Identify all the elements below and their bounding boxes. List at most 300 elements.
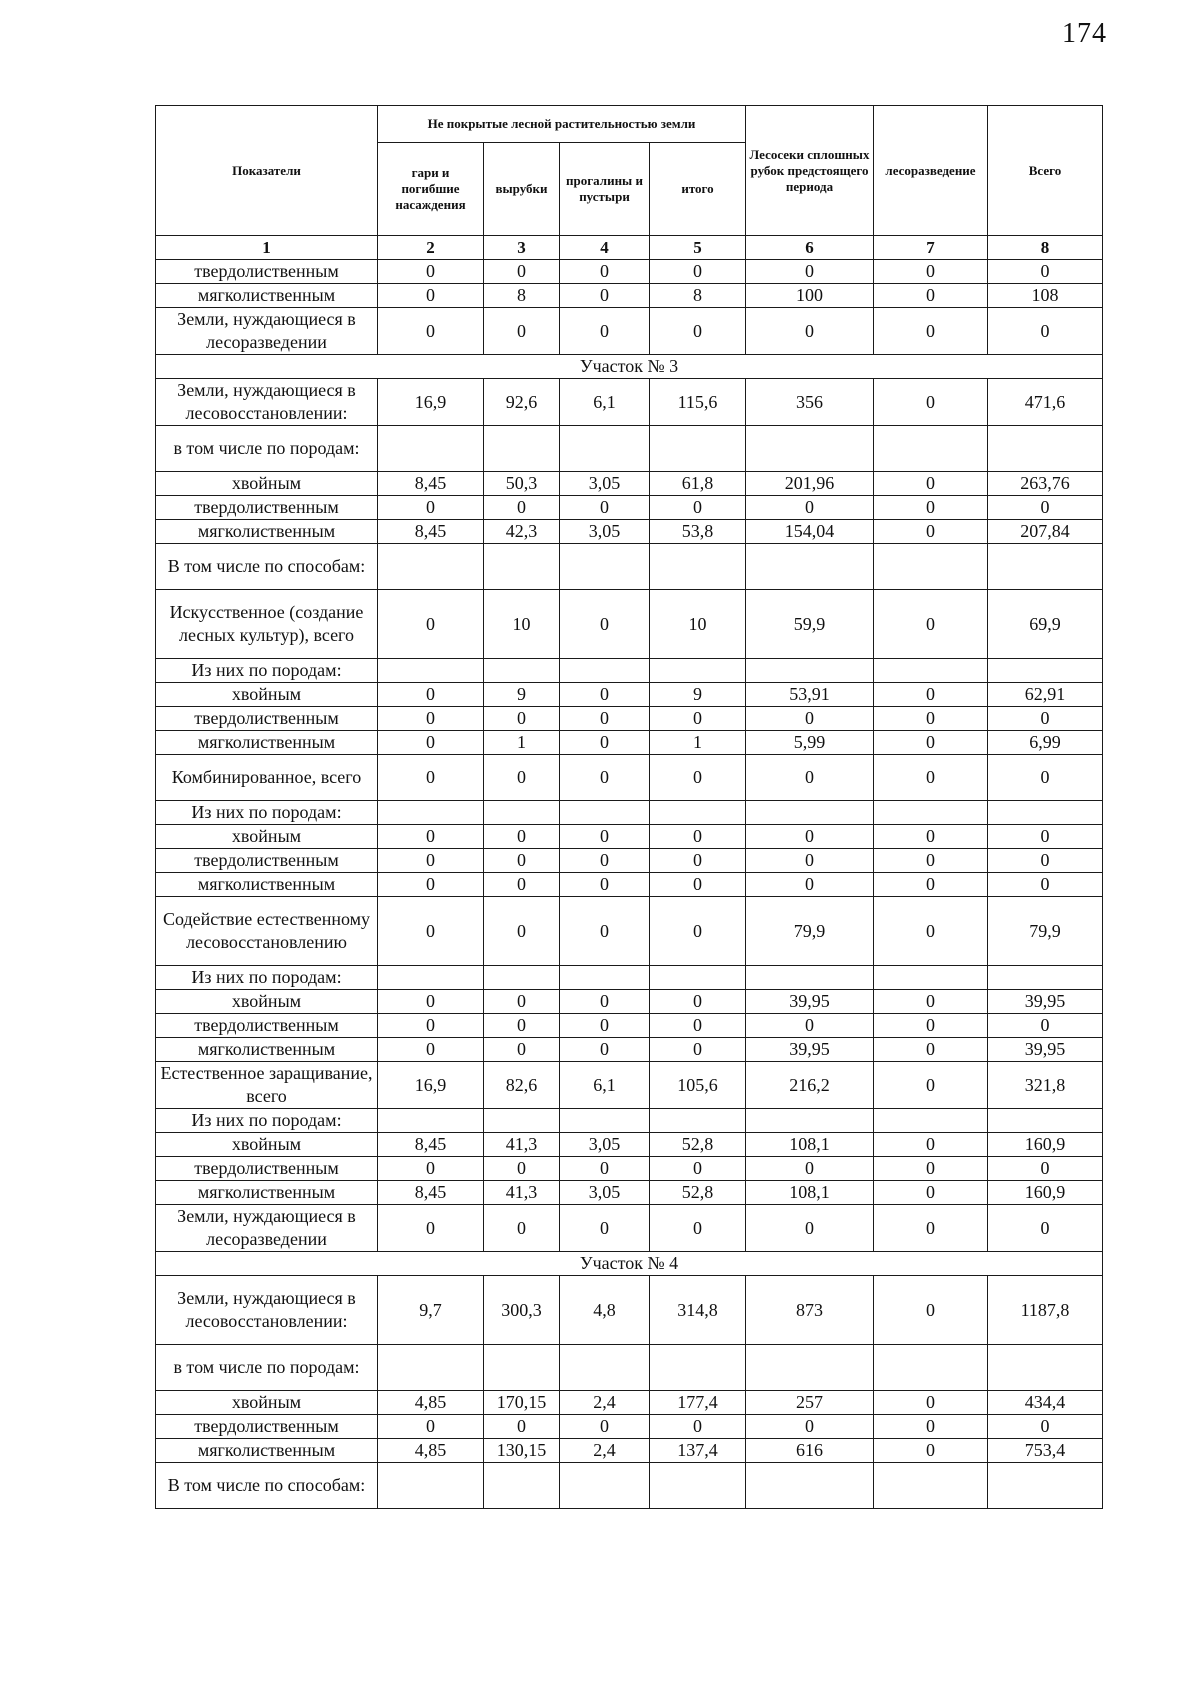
row-label: твердолиственным <box>156 1014 378 1038</box>
table-cell: 62,91 <box>988 683 1103 707</box>
table-cell: 10 <box>650 590 746 659</box>
table-cell: 1187,8 <box>988 1276 1103 1345</box>
table-cell <box>988 1345 1103 1391</box>
table-cell <box>560 801 650 825</box>
table-row <box>156 707 1103 731</box>
row-label: Из них по породам: <box>156 801 378 825</box>
table-cell: 69,9 <box>988 590 1103 659</box>
table-cell <box>874 659 988 683</box>
table-cell <box>650 426 746 472</box>
table-cell: 201,96 <box>746 472 874 496</box>
table-cell: 0 <box>378 897 484 966</box>
table-cell <box>484 426 560 472</box>
table-cell: 0 <box>874 990 988 1014</box>
table-cell: 0 <box>560 1014 650 1038</box>
table-row <box>156 544 1103 590</box>
table-cell: 0 <box>988 825 1103 849</box>
row-label: твердолиственным <box>156 1415 378 1439</box>
table-cell: 130,15 <box>484 1439 560 1463</box>
table-cell <box>650 544 746 590</box>
table-cell: 41,3 <box>484 1133 560 1157</box>
row-label: мягколиственным <box>156 520 378 544</box>
table-cell: 0 <box>874 755 988 801</box>
header-itogo: итого <box>650 143 746 236</box>
table-cell <box>560 544 650 590</box>
column-number: 1 <box>156 236 378 260</box>
row-label: в том числе по породам: <box>156 426 378 472</box>
table-cell: 0 <box>650 1157 746 1181</box>
table-cell: 0 <box>874 1181 988 1205</box>
table-cell: 10 <box>484 590 560 659</box>
table-cell: 0 <box>874 379 988 426</box>
table-cell: 216,2 <box>746 1062 874 1109</box>
table-cell: 0 <box>874 1391 988 1415</box>
table-cell <box>378 544 484 590</box>
table-cell: 52,8 <box>650 1133 746 1157</box>
table-cell: 0 <box>650 897 746 966</box>
table-cell: 0 <box>560 496 650 520</box>
table-cell: 1 <box>484 731 560 755</box>
table-cell: 0 <box>988 1014 1103 1038</box>
table-cell: 0 <box>378 496 484 520</box>
table-cell: 0 <box>378 590 484 659</box>
section-row <box>156 355 1103 379</box>
table-row <box>156 1038 1103 1062</box>
table-cell: 0 <box>378 755 484 801</box>
table-row <box>156 990 1103 1014</box>
table-cell: 0 <box>378 1038 484 1062</box>
table-cell: 0 <box>874 1276 988 1345</box>
row-label: мягколиственным <box>156 731 378 755</box>
table-cell: 6,99 <box>988 731 1103 755</box>
table-cell: 50,3 <box>484 472 560 496</box>
table-cell: 0 <box>484 849 560 873</box>
table-cell <box>378 426 484 472</box>
table-row <box>156 873 1103 897</box>
table-cell: 108 <box>988 284 1103 308</box>
table-cell: 0 <box>650 990 746 1014</box>
table-cell <box>650 1109 746 1133</box>
table-cell: 0 <box>484 496 560 520</box>
table-cell <box>874 966 988 990</box>
header-lesoseki: Лесосеки сплошных рубок предстоящего периода <box>746 106 874 236</box>
table-cell <box>650 1463 746 1509</box>
table-cell: 0 <box>746 849 874 873</box>
row-label: хвойным <box>156 683 378 707</box>
table-cell: 0 <box>874 1133 988 1157</box>
row-label: Земли, нуждающиеся в лесоразведении <box>156 308 378 355</box>
row-label: В том числе по способам: <box>156 1463 378 1509</box>
table-cell <box>746 659 874 683</box>
column-number: 2 <box>378 236 484 260</box>
row-label: Земли, нуждающиеся в лесовосстановлении: <box>156 1276 378 1345</box>
header-vyrubki: вырубки <box>484 143 560 236</box>
table-cell <box>650 659 746 683</box>
table-row <box>156 472 1103 496</box>
table-cell: 0 <box>378 990 484 1014</box>
table-body <box>156 260 1103 1509</box>
table-cell <box>484 1463 560 1509</box>
row-label: хвойным <box>156 825 378 849</box>
table-cell: 0 <box>650 1415 746 1439</box>
table-cell: 0 <box>988 849 1103 873</box>
table-cell: 39,95 <box>746 1038 874 1062</box>
table-row <box>156 1014 1103 1038</box>
table-cell: 4,8 <box>560 1276 650 1345</box>
table-cell: 177,4 <box>650 1391 746 1415</box>
table-cell: 137,4 <box>650 1439 746 1463</box>
table-row <box>156 379 1103 426</box>
table-cell: 53,91 <box>746 683 874 707</box>
table-cell: 0 <box>560 1415 650 1439</box>
table-row <box>156 496 1103 520</box>
table-row <box>156 1439 1103 1463</box>
table-row <box>156 966 1103 990</box>
table-cell: 3,05 <box>560 1133 650 1157</box>
table-cell: 0 <box>874 1062 988 1109</box>
table-cell: 0 <box>650 1038 746 1062</box>
table-cell <box>650 966 746 990</box>
row-label: в том числе по породам: <box>156 1345 378 1391</box>
table-cell: 0 <box>560 1157 650 1181</box>
row-label: Искусственное (создание лесных культур), всего <box>156 590 378 659</box>
table-cell: 0 <box>874 284 988 308</box>
table-cell <box>874 426 988 472</box>
table-row <box>156 1109 1103 1133</box>
table-row <box>156 731 1103 755</box>
table-cell: 8 <box>650 284 746 308</box>
table-cell: 0 <box>874 308 988 355</box>
table-header <box>156 106 1103 260</box>
table-cell: 160,9 <box>988 1181 1103 1205</box>
column-number: 8 <box>988 236 1103 260</box>
table-cell: 39,95 <box>988 990 1103 1014</box>
table-cell: 8,45 <box>378 520 484 544</box>
table-cell: 0 <box>874 731 988 755</box>
table-row <box>156 849 1103 873</box>
table-cell: 0 <box>560 260 650 284</box>
table-cell: 0 <box>378 1157 484 1181</box>
table-cell: 0 <box>988 1415 1103 1439</box>
table-cell: 263,76 <box>988 472 1103 496</box>
table-cell: 82,6 <box>484 1062 560 1109</box>
table-cell: 0 <box>746 308 874 355</box>
table-cell: 92,6 <box>484 379 560 426</box>
row-label: хвойным <box>156 1133 378 1157</box>
table-cell: 0 <box>484 825 560 849</box>
table-cell <box>874 544 988 590</box>
table-cell: 53,8 <box>650 520 746 544</box>
table-cell: 3,05 <box>560 1181 650 1205</box>
table-cell: 0 <box>560 1205 650 1252</box>
table-cell: 0 <box>560 590 650 659</box>
table-cell: 0 <box>484 260 560 284</box>
table-cell <box>560 966 650 990</box>
table-cell: 0 <box>746 825 874 849</box>
table-cell: 0 <box>874 707 988 731</box>
table-cell: 0 <box>560 284 650 308</box>
table-cell: 0 <box>874 897 988 966</box>
row-label: Естественное заращивание, всего <box>156 1062 378 1109</box>
table-cell <box>378 1463 484 1509</box>
table-cell: 0 <box>378 707 484 731</box>
table-cell: 0 <box>650 873 746 897</box>
table-cell: 0 <box>874 1439 988 1463</box>
table-cell <box>484 1345 560 1391</box>
table-cell: 0 <box>378 308 484 355</box>
column-number: 3 <box>484 236 560 260</box>
table-cell: 0 <box>874 260 988 284</box>
row-label: Комбинированное, всего <box>156 755 378 801</box>
table-cell: 753,4 <box>988 1439 1103 1463</box>
table-cell <box>650 1345 746 1391</box>
table-row <box>156 1062 1103 1109</box>
table-cell: 16,9 <box>378 379 484 426</box>
table-cell: 0 <box>560 707 650 731</box>
table-cell: 0 <box>484 1415 560 1439</box>
row-label: Содействие естественному лесовосстановлению <box>156 897 378 966</box>
table-cell <box>746 544 874 590</box>
row-label: Земли, нуждающиеся в лесоразведении <box>156 1205 378 1252</box>
table-cell: 0 <box>988 308 1103 355</box>
row-label: В том числе по способам: <box>156 544 378 590</box>
table-cell: 3,05 <box>560 520 650 544</box>
table-cell: 0 <box>560 897 650 966</box>
table-cell: 0 <box>650 825 746 849</box>
section-title: Участок № 3 <box>156 355 1103 379</box>
table-cell: 0 <box>484 1157 560 1181</box>
table-cell: 0 <box>988 496 1103 520</box>
table-cell: 873 <box>746 1276 874 1345</box>
row-label: мягколиственным <box>156 284 378 308</box>
table-cell: 8,45 <box>378 1181 484 1205</box>
table-cell: 3,05 <box>560 472 650 496</box>
column-number: 4 <box>560 236 650 260</box>
table-row <box>156 683 1103 707</box>
table-row <box>156 1181 1103 1205</box>
table-row <box>156 755 1103 801</box>
table-cell: 0 <box>378 873 484 897</box>
table-cell <box>874 1109 988 1133</box>
table-cell <box>988 426 1103 472</box>
section-row <box>156 1252 1103 1276</box>
table-cell: 59,9 <box>746 590 874 659</box>
table-cell: 0 <box>484 897 560 966</box>
table-cell: 314,8 <box>650 1276 746 1345</box>
row-label: Из них по породам: <box>156 1109 378 1133</box>
table-cell: 0 <box>874 1014 988 1038</box>
row-label: мягколиственным <box>156 873 378 897</box>
table-cell: 41,3 <box>484 1181 560 1205</box>
table-cell: 0 <box>746 496 874 520</box>
table-cell: 0 <box>378 825 484 849</box>
table-cell: 0 <box>988 755 1103 801</box>
table-cell: 4,85 <box>378 1439 484 1463</box>
row-label: мягколиственным <box>156 1038 378 1062</box>
row-label: хвойным <box>156 990 378 1014</box>
header-pokazateli: Показатели <box>156 106 378 236</box>
table-row <box>156 260 1103 284</box>
table-cell: 154,04 <box>746 520 874 544</box>
row-label: Из них по породам: <box>156 966 378 990</box>
table-cell <box>988 659 1103 683</box>
table-cell <box>560 1463 650 1509</box>
table-cell: 108,1 <box>746 1181 874 1205</box>
table-cell: 0 <box>746 260 874 284</box>
row-label: твердолиственным <box>156 1157 378 1181</box>
table-row <box>156 426 1103 472</box>
table-cell: 0 <box>874 1157 988 1181</box>
table-cell: 0 <box>484 707 560 731</box>
row-label: мягколиственным <box>156 1181 378 1205</box>
table-cell: 0 <box>484 1038 560 1062</box>
table-cell: 0 <box>746 873 874 897</box>
table-row <box>156 1276 1103 1345</box>
table-row <box>156 590 1103 659</box>
table-cell <box>988 1109 1103 1133</box>
table-cell: 100 <box>746 284 874 308</box>
header-lesorazvedenie: лесоразведение <box>874 106 988 236</box>
table-cell: 0 <box>560 849 650 873</box>
table-cell <box>746 801 874 825</box>
table-cell <box>560 1345 650 1391</box>
table-cell: 8,45 <box>378 1133 484 1157</box>
table-cell <box>746 966 874 990</box>
table-cell: 616 <box>746 1439 874 1463</box>
table-cell: 0 <box>874 683 988 707</box>
table-row <box>156 801 1103 825</box>
table-cell <box>874 801 988 825</box>
row-label: твердолиственным <box>156 849 378 873</box>
table-cell <box>746 426 874 472</box>
table-cell: 0 <box>874 849 988 873</box>
table-row <box>156 1463 1103 1509</box>
table-cell: 0 <box>378 284 484 308</box>
table-cell: 108,1 <box>746 1133 874 1157</box>
table-cell: 0 <box>560 873 650 897</box>
table-cell: 0 <box>988 260 1103 284</box>
table-row <box>156 1345 1103 1391</box>
table-cell: 105,6 <box>650 1062 746 1109</box>
row-label: твердолиственным <box>156 707 378 731</box>
table-row <box>156 308 1103 355</box>
table-cell: 4,85 <box>378 1391 484 1415</box>
table-cell: 0 <box>378 260 484 284</box>
table-cell: 0 <box>988 873 1103 897</box>
table-cell: 115,6 <box>650 379 746 426</box>
row-label: мягколиственным <box>156 1439 378 1463</box>
table-cell <box>988 544 1103 590</box>
table-cell <box>874 1345 988 1391</box>
table-cell: 0 <box>746 1014 874 1038</box>
table-cell: 9 <box>650 683 746 707</box>
table-cell <box>988 966 1103 990</box>
data-table <box>155 105 1103 1509</box>
table-cell <box>484 801 560 825</box>
table-row <box>156 659 1103 683</box>
table-cell <box>378 801 484 825</box>
table-cell: 8,45 <box>378 472 484 496</box>
table-cell: 170,15 <box>484 1391 560 1415</box>
table-cell <box>378 1109 484 1133</box>
table-cell <box>484 659 560 683</box>
table-cell: 321,8 <box>988 1062 1103 1109</box>
table-cell: 0 <box>560 990 650 1014</box>
table-row <box>156 520 1103 544</box>
table-cell <box>560 1109 650 1133</box>
table-cell <box>650 801 746 825</box>
table-cell: 39,95 <box>746 990 874 1014</box>
table-cell <box>484 966 560 990</box>
section-title: Участок № 4 <box>156 1252 1103 1276</box>
table-cell: 300,3 <box>484 1276 560 1345</box>
table-cell: 0 <box>988 707 1103 731</box>
row-label: хвойным <box>156 1391 378 1415</box>
table-row <box>156 1205 1103 1252</box>
table-row <box>156 1157 1103 1181</box>
table-cell: 0 <box>874 496 988 520</box>
header-gari: гари и погибшие насаждения <box>378 143 484 236</box>
table-row <box>156 1415 1103 1439</box>
table-cell: 0 <box>650 1205 746 1252</box>
table-cell <box>378 1345 484 1391</box>
table-cell: 0 <box>650 496 746 520</box>
column-number: 5 <box>650 236 746 260</box>
table-cell: 257 <box>746 1391 874 1415</box>
row-label: хвойным <box>156 472 378 496</box>
table-row <box>156 897 1103 966</box>
table-cell: 0 <box>874 520 988 544</box>
table-cell <box>988 801 1103 825</box>
table-cell: 0 <box>560 1038 650 1062</box>
table-cell: 356 <box>746 379 874 426</box>
table-cell: 0 <box>874 1205 988 1252</box>
header-vsego: Всего <box>988 106 1103 236</box>
table-cell: 0 <box>874 1415 988 1439</box>
table-cell: 0 <box>378 1014 484 1038</box>
table-cell: 0 <box>650 707 746 731</box>
table-cell: 434,4 <box>988 1391 1103 1415</box>
table-cell: 0 <box>874 825 988 849</box>
table-cell <box>484 1109 560 1133</box>
table-cell: 207,84 <box>988 520 1103 544</box>
table-cell: 0 <box>746 1157 874 1181</box>
table-cell: 0 <box>484 1014 560 1038</box>
page-number: 174 <box>1062 18 1107 49</box>
table-cell: 9,7 <box>378 1276 484 1345</box>
table-cell: 0 <box>378 849 484 873</box>
table-cell: 0 <box>650 755 746 801</box>
table-cell: 1 <box>650 731 746 755</box>
table-cell: 0 <box>874 1038 988 1062</box>
table-row <box>156 1391 1103 1415</box>
table-cell: 0 <box>560 731 650 755</box>
table-cell: 0 <box>874 590 988 659</box>
table-cell: 0 <box>560 683 650 707</box>
table-cell: 0 <box>874 472 988 496</box>
table-cell: 0 <box>746 1415 874 1439</box>
table-row <box>156 1133 1103 1157</box>
table-cell: 471,6 <box>988 379 1103 426</box>
table-cell: 0 <box>378 731 484 755</box>
table-cell: 0 <box>988 1157 1103 1181</box>
table-cell: 39,95 <box>988 1038 1103 1062</box>
row-label: Земли, нуждающиеся в лесовосстановлении: <box>156 379 378 426</box>
table-cell <box>560 426 650 472</box>
table-cell: 0 <box>484 308 560 355</box>
table-cell: 61,8 <box>650 472 746 496</box>
table-cell <box>988 1463 1103 1509</box>
